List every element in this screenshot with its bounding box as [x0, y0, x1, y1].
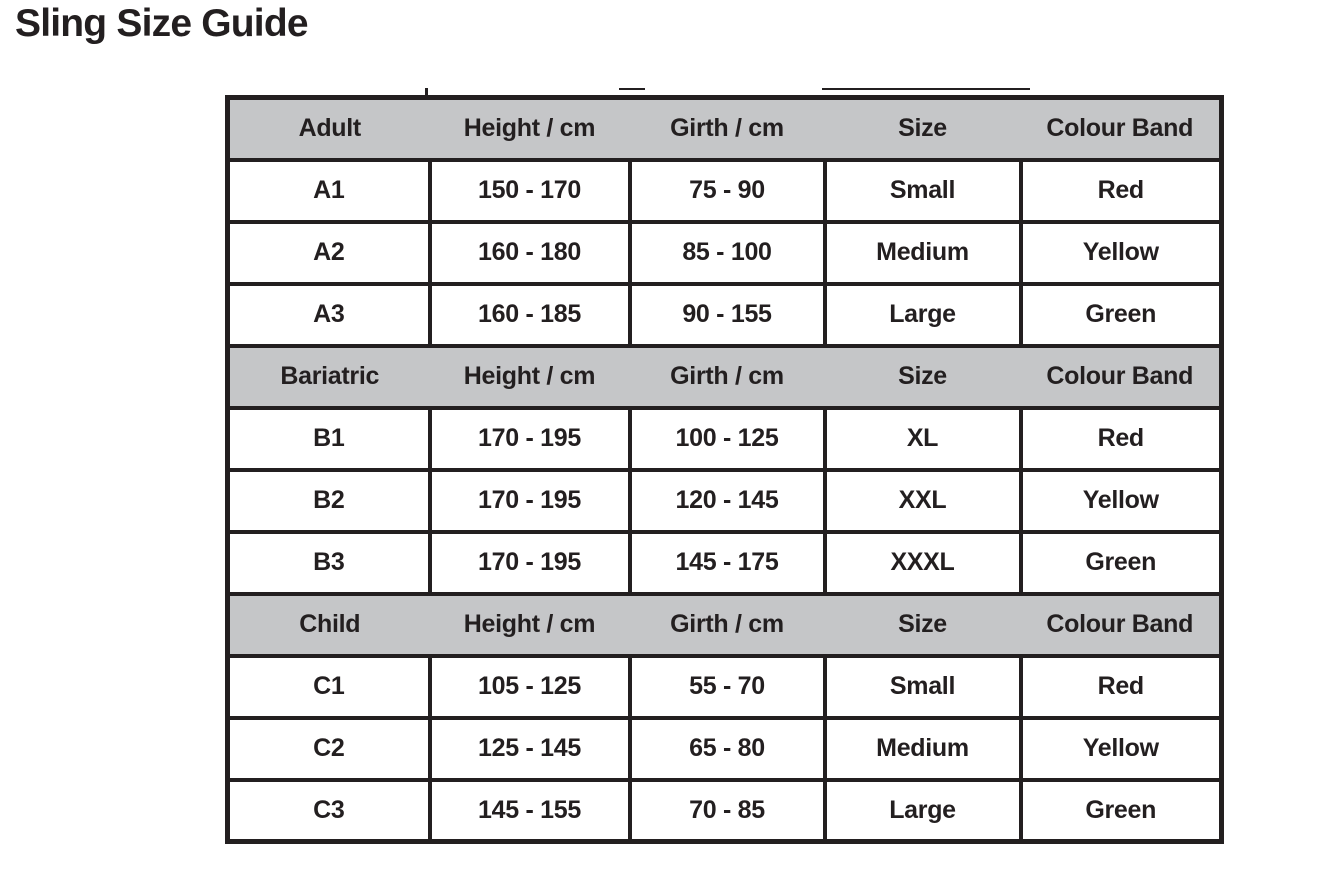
cell-size: XL: [825, 408, 1021, 470]
row-b2: [228, 470, 1222, 532]
cell-code: A1: [228, 160, 430, 222]
header-height-cell: Height / cm: [430, 346, 630, 408]
cell-size: Large: [825, 284, 1021, 346]
cell-code: B1: [228, 408, 430, 470]
cell-code: B3: [228, 532, 430, 594]
cell-code: A2: [228, 222, 430, 284]
row-a1: [228, 160, 1222, 222]
cell-girth-range: 65 - 80: [630, 718, 825, 780]
header-colour-band-cell: Colour Band: [1021, 98, 1222, 160]
cell-size: XXL: [825, 470, 1021, 532]
cell-girth-range: 70 - 85: [630, 780, 825, 842]
cell-colour-band: Green: [1021, 780, 1222, 842]
header-height-cell: Height / cm: [430, 594, 630, 656]
cell-code: C2: [228, 718, 430, 780]
cell-girth-range: 55 - 70: [630, 656, 825, 718]
row-b1: [228, 408, 1222, 470]
cell-colour-band: Yellow: [1021, 718, 1222, 780]
header-girth-cell: Girth / cm: [630, 98, 825, 160]
header-category-cell: Adult: [228, 98, 430, 160]
cell-girth-range: 90 - 155: [630, 284, 825, 346]
row-b3: [228, 532, 1222, 594]
section-header-row-adult: [228, 98, 1222, 160]
cell-size: Large: [825, 780, 1021, 842]
cell-height-range: 105 - 125: [430, 656, 630, 718]
size-guide-table: [225, 95, 1224, 844]
cell-code: C1: [228, 656, 430, 718]
header-height-cell: Height / cm: [430, 98, 630, 160]
grid-line-artifact: [425, 88, 428, 96]
cell-code: B2: [228, 470, 430, 532]
cell-size: Medium: [825, 222, 1021, 284]
cell-colour-band: Yellow: [1021, 222, 1222, 284]
cell-size: Medium: [825, 718, 1021, 780]
cell-girth-range: 85 - 100: [630, 222, 825, 284]
section-header-row-child: [228, 594, 1222, 656]
grid-line-artifact: [619, 88, 645, 90]
cell-height-range: 170 - 195: [430, 470, 630, 532]
header-girth-cell: Girth / cm: [630, 594, 825, 656]
cell-height-range: 145 - 155: [430, 780, 630, 842]
row-a3: [228, 284, 1222, 346]
section-header-row-bariatric: [228, 346, 1222, 408]
row-a2: [228, 222, 1222, 284]
cell-colour-band: Yellow: [1021, 470, 1222, 532]
cell-height-range: 125 - 145: [430, 718, 630, 780]
header-size-cell: Size: [825, 98, 1021, 160]
header-category-cell: Bariatric: [228, 346, 430, 408]
cell-size: XXXL: [825, 532, 1021, 594]
header-colour-band-cell: Colour Band: [1021, 594, 1222, 656]
header-category-cell: Child: [228, 594, 430, 656]
sling-size-table-wrap: [225, 95, 1219, 844]
header-size-cell: Size: [825, 594, 1021, 656]
cell-colour-band: Red: [1021, 656, 1222, 718]
grid-line-artifact: [822, 88, 1030, 90]
cell-colour-band: Red: [1021, 160, 1222, 222]
cell-girth-range: 75 - 90: [630, 160, 825, 222]
cell-height-range: 160 - 185: [430, 284, 630, 346]
cell-girth-range: 145 - 175: [630, 532, 825, 594]
cell-girth-range: 100 - 125: [630, 408, 825, 470]
header-colour-band-cell: Colour Band: [1021, 346, 1222, 408]
cell-size: Small: [825, 160, 1021, 222]
cell-colour-band: Green: [1021, 284, 1222, 346]
cell-size: Small: [825, 656, 1021, 718]
cell-colour-band: Red: [1021, 408, 1222, 470]
cell-height-range: 170 - 195: [430, 408, 630, 470]
cell-girth-range: 120 - 145: [630, 470, 825, 532]
header-girth-cell: Girth / cm: [630, 346, 825, 408]
row-c2: [228, 718, 1222, 780]
cell-height-range: 150 - 170: [430, 160, 630, 222]
row-c3: [228, 780, 1222, 842]
header-size-cell: Size: [825, 346, 1021, 408]
cell-height-range: 170 - 195: [430, 532, 630, 594]
row-c1: [228, 656, 1222, 718]
cell-code: A3: [228, 284, 430, 346]
cell-colour-band: Green: [1021, 532, 1222, 594]
page-title: Sling Size Guide: [15, 2, 308, 45]
cell-height-range: 160 - 180: [430, 222, 630, 284]
cell-code: C3: [228, 780, 430, 842]
